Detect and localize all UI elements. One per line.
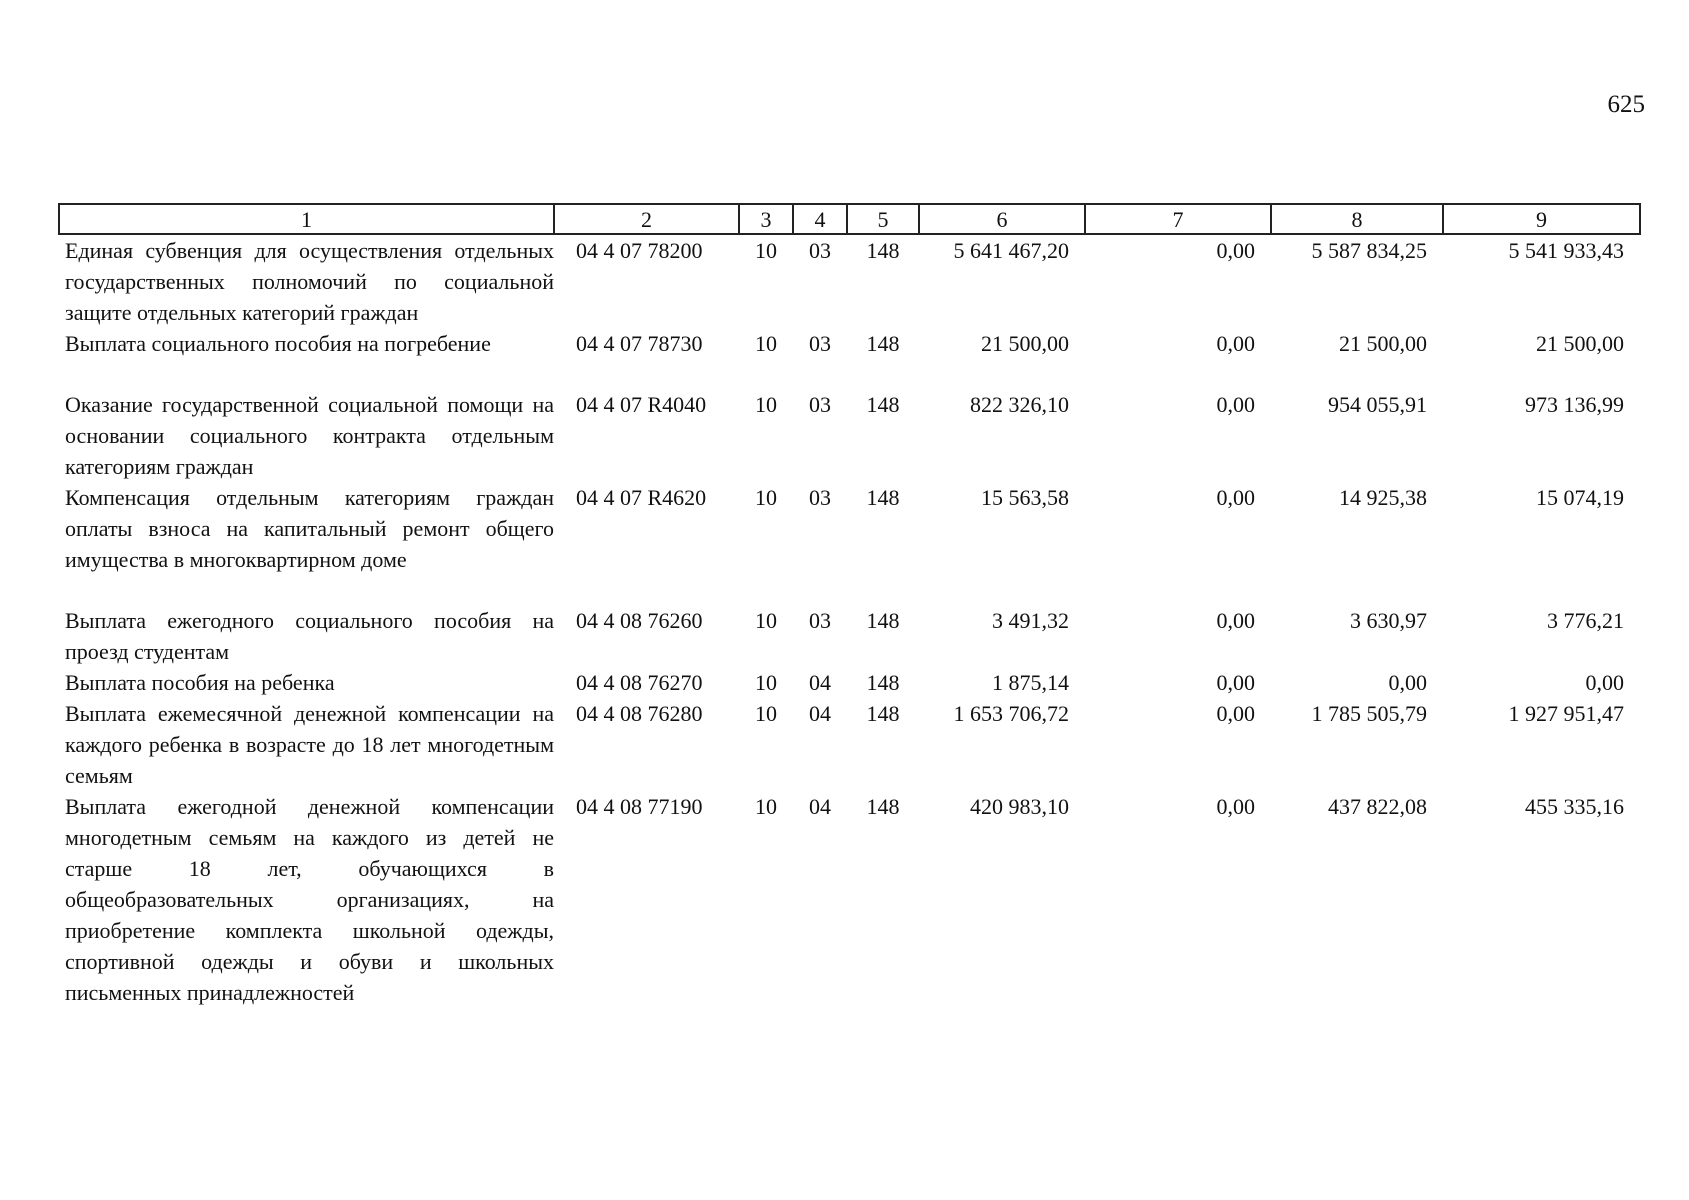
row-col3: 10: [755, 238, 777, 263]
row-description: Выплата ежегодного социального пособия на проезд студентам: [65, 608, 554, 664]
row-col9: 15 074,19: [1536, 485, 1624, 510]
row-col6: 420 983,10: [970, 794, 1069, 819]
row-description: Выплата ежемесячной денежной компенсации на каждого ребенка в возрасте до 18 лет многодетным семьям: [65, 701, 554, 788]
row-description: Единая субвенция для осуществления отдельных государственных полномочий по социальной защите отдельных категорий граждан: [65, 238, 554, 325]
row-col4: 04: [809, 670, 831, 695]
row-col5: 148: [866, 670, 900, 695]
column-header-6: 6: [919, 204, 1085, 234]
row-col6: 1 875,14: [992, 670, 1069, 695]
row-col8: 3 630,97: [1350, 608, 1427, 633]
budget-table: [58, 203, 1641, 1008]
row-col5: 148: [866, 608, 900, 633]
row-code: 04 4 08 77190: [576, 794, 703, 819]
column-header-7: 7: [1085, 204, 1271, 234]
row-col4: 03: [809, 392, 831, 417]
row-col3: 10: [755, 485, 777, 510]
row-col8: 954 055,91: [1328, 392, 1427, 417]
row-col9: 21 500,00: [1536, 331, 1624, 356]
row-col6: 21 500,00: [981, 331, 1069, 356]
row-col3: 10: [755, 701, 777, 726]
row-col8: 5 587 834,25: [1311, 238, 1427, 263]
row-col8: 0,00: [1388, 670, 1427, 695]
row-code: 04 4 07 78730: [576, 331, 703, 356]
column-header-9: 9: [1443, 204, 1640, 234]
column-number-header-row: [59, 204, 1640, 234]
row-code: 04 4 07 R4040: [576, 392, 707, 417]
row-description: Выплата ежегодной денежной компенсации многодетным семьям на каждого из детей не старше 18 лет, обучающихся в общеобразовательных организациях, на приобретение комплекта школьной одежды, спортивной одежды и обуви и школьных письменных принадлежностей: [65, 794, 554, 1005]
column-header-5: 5: [847, 204, 919, 234]
row-description: Выплата пособия на ребенка: [65, 670, 335, 695]
row-col5: 148: [866, 701, 900, 726]
row-col7: 0,00: [1216, 331, 1255, 356]
page-number: 625: [1607, 91, 1645, 118]
row-col6: 5 641 467,20: [953, 238, 1069, 263]
row-col9: 1 927 951,47: [1508, 701, 1624, 726]
row-code: 04 4 08 76270: [576, 670, 703, 695]
row-col6: 15 563,58: [981, 485, 1069, 510]
row-col7: 0,00: [1216, 701, 1255, 726]
table-row: [59, 791, 1640, 1008]
row-col3: 10: [755, 331, 777, 356]
row-code: 04 4 07 R4620: [576, 485, 707, 510]
row-col3: 10: [755, 794, 777, 819]
row-col8: 21 500,00: [1339, 331, 1427, 356]
row-col5: 148: [866, 331, 900, 356]
table-row: [59, 234, 1640, 328]
row-col6: 1 653 706,72: [953, 701, 1069, 726]
row-col8: 14 925,38: [1339, 485, 1427, 510]
row-col3: 10: [755, 392, 777, 417]
row-col4: 03: [809, 238, 831, 263]
row-col7: 0,00: [1216, 794, 1255, 819]
table-row: [59, 698, 1640, 791]
row-col6: 3 491,32: [992, 608, 1069, 633]
row-col3: 10: [755, 608, 777, 633]
row-col7: 0,00: [1216, 238, 1255, 263]
row-code: 04 4 08 76260: [576, 608, 703, 633]
row-col9: 973 136,99: [1525, 392, 1624, 417]
table-row: [59, 482, 1640, 605]
row-col4: 04: [809, 701, 831, 726]
row-col7: 0,00: [1216, 392, 1255, 417]
row-description: Выплата социального пособия на погребение: [65, 331, 491, 356]
row-col4: 03: [809, 331, 831, 356]
column-header-8: 8: [1271, 204, 1443, 234]
row-col6: 822 326,10: [970, 392, 1069, 417]
column-header-1: 1: [59, 204, 554, 234]
table-row: [59, 605, 1640, 667]
row-col7: 0,00: [1216, 670, 1255, 695]
row-col4: 04: [809, 794, 831, 819]
table-row: [59, 328, 1640, 389]
row-col9: 5 541 933,43: [1508, 238, 1624, 263]
table-row: [59, 667, 1640, 698]
row-col9: 0,00: [1585, 670, 1624, 695]
row-description: Компенсация отдельным категориям граждан оплаты взноса на капитальный ремонт общего имущества в многоквартирном доме: [65, 485, 554, 572]
row-col5: 148: [866, 485, 900, 510]
row-col9: 3 776,21: [1547, 608, 1624, 633]
column-header-4: 4: [793, 204, 847, 234]
column-header-3: 3: [739, 204, 793, 234]
column-header-2: 2: [554, 204, 739, 234]
row-col5: 148: [866, 392, 900, 417]
row-col4: 03: [809, 485, 831, 510]
row-col9: 455 335,16: [1525, 794, 1624, 819]
row-col8: 1 785 505,79: [1311, 701, 1427, 726]
row-col5: 148: [866, 794, 900, 819]
row-code: 04 4 08 76280: [576, 701, 703, 726]
row-col7: 0,00: [1216, 608, 1255, 633]
row-code: 04 4 07 78200: [576, 238, 703, 263]
row-col4: 03: [809, 608, 831, 633]
row-col5: 148: [866, 238, 900, 263]
row-description: Оказание государственной социальной помощи на основании социального контракта отдельным категориям граждан: [65, 392, 554, 479]
row-col8: 437 822,08: [1328, 794, 1427, 819]
row-col7: 0,00: [1216, 485, 1255, 510]
table-row: [59, 389, 1640, 482]
row-col3: 10: [755, 670, 777, 695]
